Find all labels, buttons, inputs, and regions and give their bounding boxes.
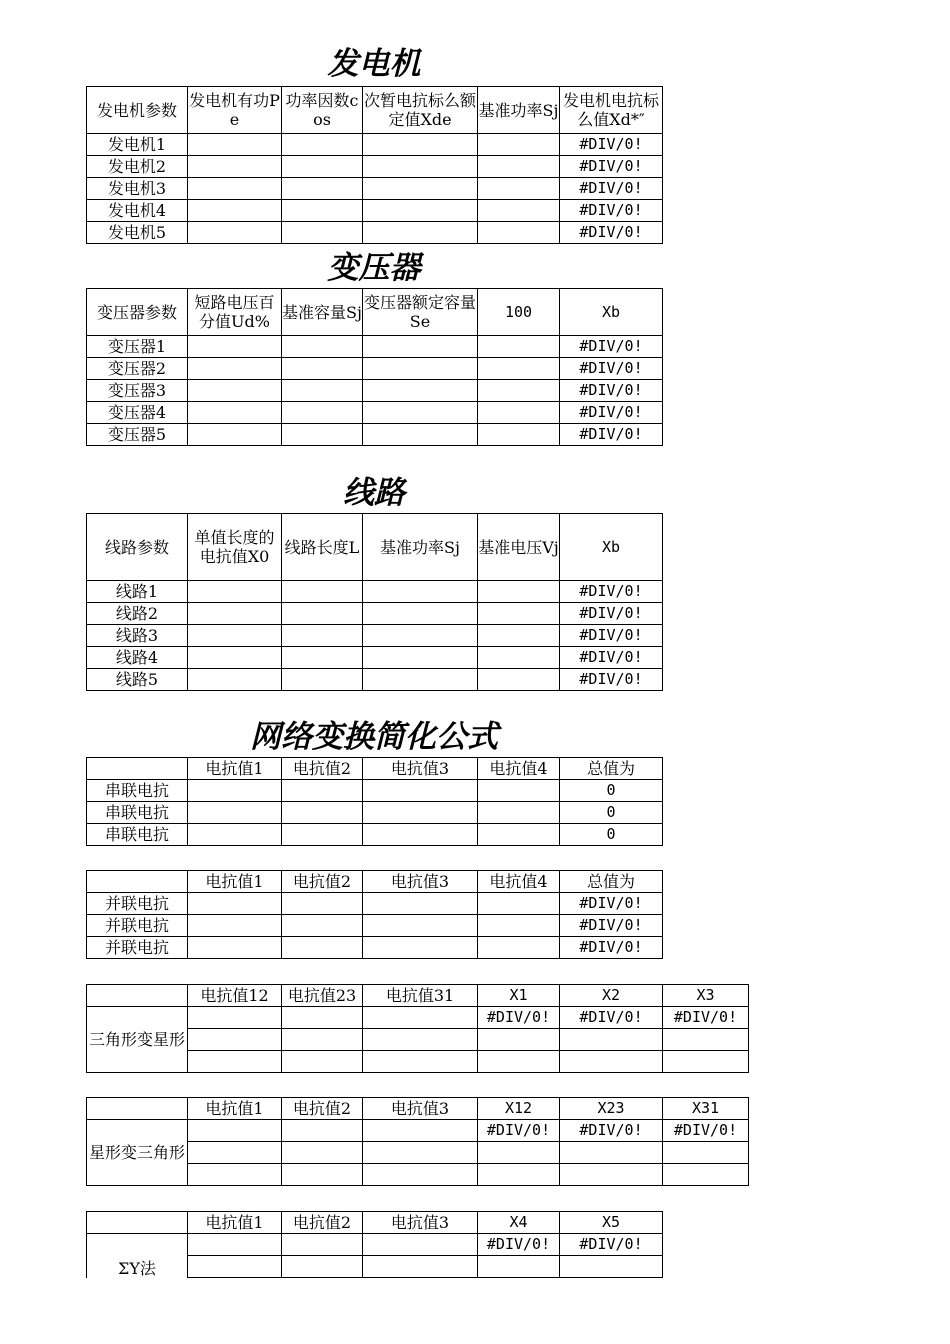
header-cell: X1 (478, 985, 560, 1007)
generator-title: 发电机 (327, 46, 421, 82)
input-cell[interactable] (282, 937, 363, 959)
table-row (87, 625, 663, 647)
input-cell[interactable] (188, 402, 282, 424)
row-label: 三角形变星形 (87, 1007, 188, 1073)
header-cell: 电抗值3 (363, 758, 478, 780)
table-row (87, 581, 663, 603)
result-cell: 0 (560, 802, 663, 824)
header-cell: 基准功率Sj (363, 514, 478, 581)
input-cell[interactable] (363, 625, 478, 647)
input-cell[interactable] (282, 178, 363, 200)
input-cell[interactable] (478, 402, 560, 424)
input-cell[interactable] (363, 581, 478, 603)
input-cell[interactable] (282, 1007, 363, 1029)
series-table (86, 757, 663, 846)
header-cell: 次暂电抗标么额定值Xde (363, 87, 478, 134)
table-row (87, 358, 663, 380)
input-cell[interactable] (478, 937, 560, 959)
input-cell[interactable] (478, 156, 560, 178)
result-cell: #DIV/0! (560, 603, 663, 625)
transformer-table (86, 288, 663, 446)
input-cell[interactable] (188, 1029, 282, 1051)
input-cell[interactable] (363, 424, 478, 446)
header-cell: 电抗值1 (188, 1098, 282, 1120)
result-cell: #DIV/0! (560, 134, 663, 156)
header-cell: 发电机电抗标么值Xd*″ (560, 87, 663, 134)
input-cell[interactable] (188, 824, 282, 846)
result-cell: #DIV/0! (478, 1234, 560, 1256)
result-cell: #DIV/0! (560, 200, 663, 222)
row-label: 线路5 (87, 669, 188, 691)
parallel-table (86, 870, 663, 959)
line-title: 线路 (343, 475, 405, 511)
input-cell[interactable] (188, 1164, 282, 1186)
input-cell[interactable] (478, 200, 560, 222)
header-cell (87, 985, 188, 1007)
input-cell[interactable] (363, 1142, 478, 1164)
header-cell (87, 1212, 188, 1234)
input-cell[interactable] (188, 581, 282, 603)
input-cell[interactable] (478, 336, 560, 358)
result-cell: #DIV/0! (560, 625, 663, 647)
table-row (87, 156, 663, 178)
input-cell[interactable] (282, 156, 363, 178)
input-cell[interactable] (282, 824, 363, 846)
input-cell[interactable] (188, 937, 282, 959)
input-cell[interactable] (282, 222, 363, 244)
header-cell: 变压器额定容量Se (363, 289, 478, 336)
table-row (87, 647, 663, 669)
empty-cell[interactable] (478, 1256, 560, 1278)
input-cell[interactable] (363, 134, 478, 156)
header-cell: 基准容量Sj (282, 289, 363, 336)
input-cell[interactable] (363, 1256, 478, 1278)
header-cell: 电抗值1 (188, 871, 282, 893)
result-cell: #DIV/0! (560, 336, 663, 358)
header-cell: 电抗值2 (282, 758, 363, 780)
header-cell: 短路电压百分值Ud% (188, 289, 282, 336)
input-cell[interactable] (188, 1007, 282, 1029)
table-row (87, 178, 663, 200)
input-cell[interactable] (188, 1234, 282, 1256)
sigma-y-table (86, 1211, 663, 1278)
header-cell: 电抗值1 (188, 1212, 282, 1234)
header-cell: 电抗值31 (363, 985, 478, 1007)
table-header-row (87, 1212, 663, 1234)
input-cell[interactable] (282, 802, 363, 824)
input-cell[interactable] (282, 1120, 363, 1142)
input-cell[interactable] (188, 380, 282, 402)
input-cell[interactable] (478, 824, 560, 846)
input-cell[interactable] (363, 1164, 478, 1186)
input-cell[interactable] (363, 603, 478, 625)
header-cell: 100 (478, 289, 560, 336)
input-cell[interactable] (282, 134, 363, 156)
table-header-row (87, 758, 663, 780)
result-cell: #DIV/0! (560, 1007, 663, 1029)
empty-cell[interactable] (478, 1142, 560, 1164)
input-cell[interactable] (363, 380, 478, 402)
result-cell: #DIV/0! (560, 647, 663, 669)
table-header-row (87, 871, 663, 893)
empty-cell[interactable] (560, 1029, 663, 1051)
input-cell[interactable] (363, 780, 478, 802)
table-row (87, 1007, 749, 1029)
input-cell[interactable] (478, 669, 560, 691)
header-cell: 单值长度的电抗值X0 (188, 514, 282, 581)
row-label: 发电机3 (87, 178, 188, 200)
empty-cell[interactable] (663, 1142, 749, 1164)
input-cell[interactable] (188, 669, 282, 691)
result-cell: #DIV/0! (560, 581, 663, 603)
input-cell[interactable] (282, 1142, 363, 1164)
input-cell[interactable] (282, 1256, 363, 1278)
input-cell[interactable] (282, 1029, 363, 1051)
input-cell[interactable] (188, 156, 282, 178)
table-row (87, 1120, 749, 1142)
result-cell: #DIV/0! (560, 358, 663, 380)
input-cell[interactable] (282, 893, 363, 915)
row-label: 线路1 (87, 581, 188, 603)
input-cell[interactable] (188, 1120, 282, 1142)
row-label: 串联电抗 (87, 824, 188, 846)
header-cell: X23 (560, 1098, 663, 1120)
input-cell[interactable] (282, 380, 363, 402)
header-cell: 电抗值4 (478, 758, 560, 780)
row-label: 串联电抗 (87, 802, 188, 824)
header-cell: X5 (560, 1212, 663, 1234)
header-cell: 电抗值2 (282, 871, 363, 893)
input-cell[interactable] (363, 802, 478, 824)
header-cell: 总值为 (560, 758, 663, 780)
header-cell: 总值为 (560, 871, 663, 893)
header-cell: 电抗值2 (282, 1098, 363, 1120)
result-cell: #DIV/0! (560, 156, 663, 178)
table-header-row (87, 985, 749, 1007)
table-row (87, 424, 663, 446)
row-label: 变压器4 (87, 402, 188, 424)
row-label: 星形变三角形 (87, 1120, 188, 1186)
table-row (87, 937, 663, 959)
result-cell: 0 (560, 780, 663, 802)
input-cell[interactable] (282, 358, 363, 380)
input-cell[interactable] (188, 358, 282, 380)
header-cell: X2 (560, 985, 663, 1007)
header-cell: 线路长度L (282, 514, 363, 581)
input-cell[interactable] (188, 1256, 282, 1278)
input-cell[interactable] (188, 336, 282, 358)
table-row (87, 200, 663, 222)
input-cell[interactable] (478, 380, 560, 402)
table-row (87, 380, 663, 402)
result-cell: #DIV/0! (560, 1120, 663, 1142)
table-row (87, 134, 663, 156)
header-cell (87, 758, 188, 780)
delta-to-star-table (86, 984, 749, 1073)
input-cell[interactable] (363, 402, 478, 424)
input-cell[interactable] (188, 780, 282, 802)
header-cell: 发电机有功Pe (188, 87, 282, 134)
header-cell: 基准电压Vj (478, 514, 560, 581)
table-row (87, 222, 663, 244)
row-label: 变压器3 (87, 380, 188, 402)
result-cell: #DIV/0! (663, 1120, 749, 1142)
empty-cell[interactable] (478, 1164, 560, 1186)
table-row (87, 603, 663, 625)
header-cell: 变压器参数 (87, 289, 188, 336)
header-cell: 功率因数cos (282, 87, 363, 134)
input-cell[interactable] (282, 915, 363, 937)
input-cell[interactable] (282, 669, 363, 691)
input-cell[interactable] (188, 178, 282, 200)
input-cell[interactable] (363, 1051, 478, 1073)
input-cell[interactable] (363, 1120, 478, 1142)
input-cell[interactable] (282, 200, 363, 222)
input-cell[interactable] (188, 200, 282, 222)
input-cell[interactable] (478, 424, 560, 446)
network-title: 网络变换简化公式 (250, 719, 498, 755)
row-label: 变压器1 (87, 336, 188, 358)
row-label: 并联电抗 (87, 893, 188, 915)
table-row (87, 915, 663, 937)
input-cell[interactable] (478, 358, 560, 380)
input-cell[interactable] (363, 1029, 478, 1051)
row-label: 发电机5 (87, 222, 188, 244)
table-header-row (87, 87, 663, 134)
row-label: 并联电抗 (87, 915, 188, 937)
header-cell: 电抗值3 (363, 1212, 478, 1234)
result-cell: #DIV/0! (560, 402, 663, 424)
input-cell[interactable] (478, 647, 560, 669)
table-header-row (87, 514, 663, 581)
header-cell: X4 (478, 1212, 560, 1234)
header-cell: 线路参数 (87, 514, 188, 581)
row-label: 串联电抗 (87, 780, 188, 802)
row-label: ΣY法 (87, 1234, 188, 1278)
input-cell[interactable] (282, 424, 363, 446)
input-cell[interactable] (363, 1007, 478, 1029)
header-cell (87, 871, 188, 893)
input-cell[interactable] (188, 1142, 282, 1164)
input-cell[interactable] (188, 625, 282, 647)
input-cell[interactable] (282, 780, 363, 802)
row-label: 变压器2 (87, 358, 188, 380)
input-cell[interactable] (282, 625, 363, 647)
input-cell[interactable] (478, 780, 560, 802)
header-cell: 电抗值12 (188, 985, 282, 1007)
input-cell[interactable] (282, 581, 363, 603)
result-cell: #DIV/0! (478, 1120, 560, 1142)
input-cell[interactable] (478, 603, 560, 625)
table-row (87, 336, 663, 358)
table-row (87, 669, 663, 691)
empty-cell[interactable] (663, 1051, 749, 1073)
result-cell: #DIV/0! (663, 1007, 749, 1029)
header-cell: 基准功率Sj (478, 87, 560, 134)
input-cell[interactable] (478, 893, 560, 915)
input-cell[interactable] (478, 178, 560, 200)
input-cell[interactable] (188, 603, 282, 625)
header-cell: X12 (478, 1098, 560, 1120)
input-cell[interactable] (188, 1051, 282, 1073)
input-cell[interactable] (363, 669, 478, 691)
table-row (87, 780, 663, 802)
input-cell[interactable] (282, 1234, 363, 1256)
row-label: 线路4 (87, 647, 188, 669)
input-cell[interactable] (363, 178, 478, 200)
input-cell[interactable] (363, 222, 478, 244)
row-label: 发电机1 (87, 134, 188, 156)
input-cell[interactable] (282, 402, 363, 424)
row-label: 发电机4 (87, 200, 188, 222)
transformer-title: 变压器 (327, 250, 421, 286)
table-row (87, 824, 663, 846)
input-cell[interactable] (363, 647, 478, 669)
empty-cell[interactable] (560, 1142, 663, 1164)
input-cell[interactable] (282, 1051, 363, 1073)
input-cell[interactable] (282, 603, 363, 625)
input-cell[interactable] (478, 625, 560, 647)
result-cell: 0 (560, 824, 663, 846)
header-cell: X3 (663, 985, 749, 1007)
input-cell[interactable] (478, 222, 560, 244)
empty-cell[interactable] (560, 1164, 663, 1186)
input-cell[interactable] (188, 893, 282, 915)
header-cell: 电抗值3 (363, 1098, 478, 1120)
input-cell[interactable] (282, 1164, 363, 1186)
line-table (86, 513, 663, 691)
input-cell[interactable] (363, 915, 478, 937)
result-cell: #DIV/0! (560, 915, 663, 937)
empty-cell[interactable] (560, 1051, 663, 1073)
input-cell[interactable] (478, 581, 560, 603)
row-label: 变压器5 (87, 424, 188, 446)
empty-cell[interactable] (560, 1256, 663, 1278)
table-row (87, 1234, 663, 1256)
table-row (87, 402, 663, 424)
input-cell[interactable] (363, 156, 478, 178)
table-row (87, 893, 663, 915)
empty-cell[interactable] (663, 1164, 749, 1186)
input-cell[interactable] (478, 915, 560, 937)
table-header-row (87, 289, 663, 336)
table-row (87, 802, 663, 824)
result-cell: #DIV/0! (560, 380, 663, 402)
input-cell[interactable] (188, 222, 282, 244)
row-label: 线路3 (87, 625, 188, 647)
input-cell[interactable] (363, 824, 478, 846)
generator-table (86, 86, 663, 244)
input-cell[interactable] (282, 336, 363, 358)
input-cell[interactable] (188, 134, 282, 156)
result-cell: #DIV/0! (560, 178, 663, 200)
input-cell[interactable] (363, 336, 478, 358)
row-label: 线路2 (87, 603, 188, 625)
input-cell[interactable] (363, 1234, 478, 1256)
header-cell: Xb (560, 514, 663, 581)
header-cell: 电抗值3 (363, 871, 478, 893)
result-cell: #DIV/0! (478, 1007, 560, 1029)
result-cell: #DIV/0! (560, 893, 663, 915)
header-cell: Xb (560, 289, 663, 336)
star-to-delta-table (86, 1097, 749, 1186)
result-cell: #DIV/0! (560, 937, 663, 959)
header-cell: 电抗值23 (282, 985, 363, 1007)
input-cell[interactable] (188, 915, 282, 937)
result-cell: #DIV/0! (560, 669, 663, 691)
input-cell[interactable] (188, 647, 282, 669)
table-header-row (87, 1098, 749, 1120)
result-cell: #DIV/0! (560, 1234, 663, 1256)
empty-cell[interactable] (478, 1051, 560, 1073)
row-label: 并联电抗 (87, 937, 188, 959)
result-cell: #DIV/0! (560, 424, 663, 446)
input-cell[interactable] (363, 937, 478, 959)
header-cell: 发电机参数 (87, 87, 188, 134)
header-cell: 电抗值2 (282, 1212, 363, 1234)
header-cell: X31 (663, 1098, 749, 1120)
header-cell (87, 1098, 188, 1120)
input-cell[interactable] (188, 424, 282, 446)
input-cell[interactable] (363, 200, 478, 222)
header-cell: 电抗值1 (188, 758, 282, 780)
result-cell: #DIV/0! (560, 222, 663, 244)
header-cell: 电抗值4 (478, 871, 560, 893)
input-cell[interactable] (478, 134, 560, 156)
input-cell[interactable] (282, 647, 363, 669)
input-cell[interactable] (188, 802, 282, 824)
empty-cell[interactable] (478, 1029, 560, 1051)
row-label: 发电机2 (87, 156, 188, 178)
empty-cell[interactable] (663, 1029, 749, 1051)
input-cell[interactable] (363, 893, 478, 915)
input-cell[interactable] (478, 802, 560, 824)
input-cell[interactable] (363, 358, 478, 380)
